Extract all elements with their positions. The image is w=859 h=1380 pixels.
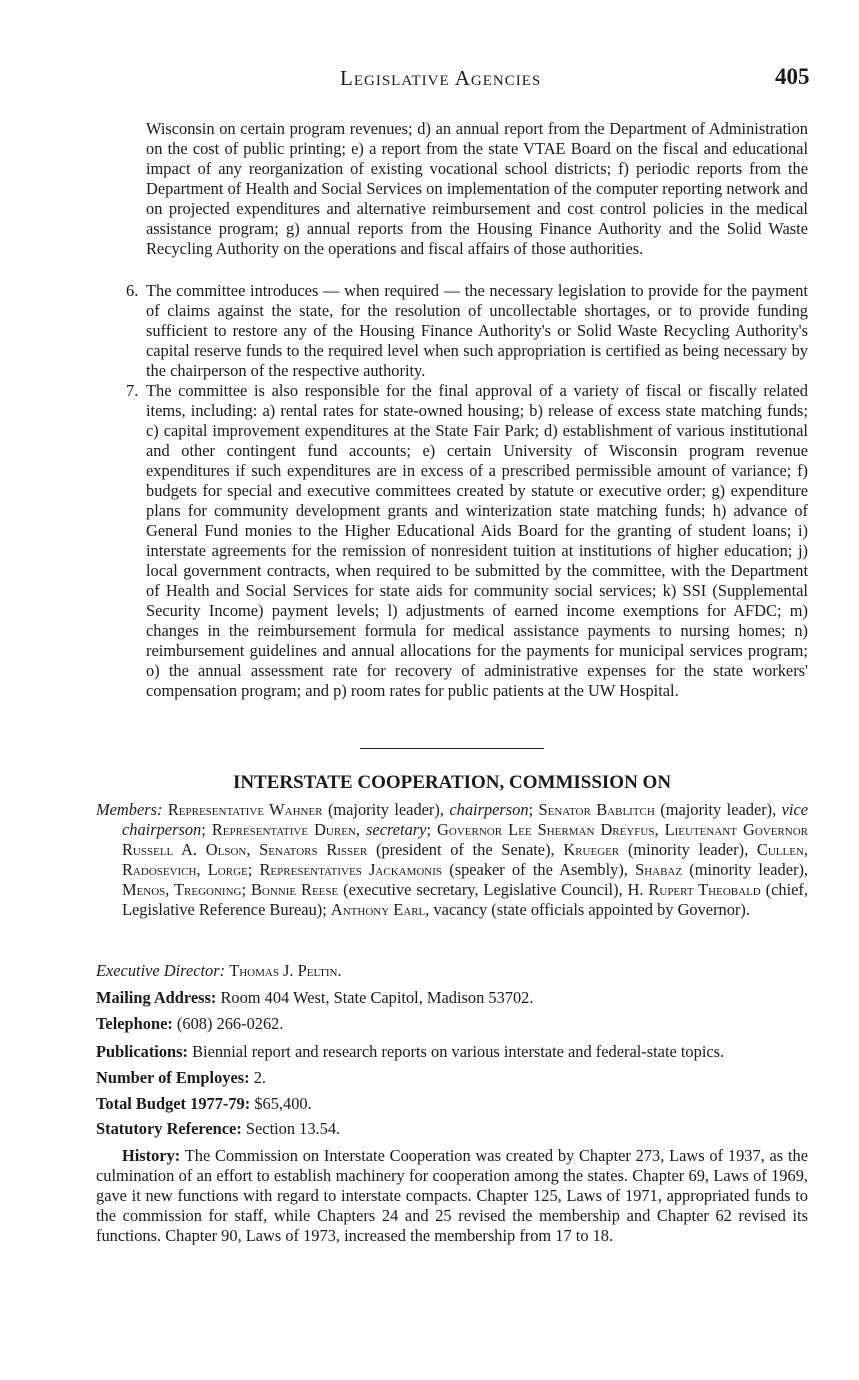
member-name: Representative Duren <box>211 820 356 839</box>
section-divider <box>360 748 544 749</box>
member-text: , vacancy (state officials appointed by Governor). <box>425 900 750 919</box>
member-name: Krueger <box>563 840 620 859</box>
history-text: The Commission on Interstate Cooperation was created by Chapter 273, Laws of 1937, as the culmination of an effort to establish machinery for cooperation among the states. Chapter 69, Laws of 1969, gave it new functions with regard to interstate compacts. Chapter 125, Laws of 1971, appropriated funds to the commission for staff, while Chapters 24 and 25 revised the membership and Chapter 62 revised its functions. Chapter 90, Laws of 1973, increased the membership from 17 to 18. <box>96 1146 808 1245</box>
members-list <box>122 800 808 919</box>
mailing-address-field <box>96 988 808 1008</box>
budget-field <box>96 1094 808 1114</box>
budget-label: Total Budget 1977-79: <box>96 1094 251 1113</box>
member-text: (minority leader), <box>619 840 757 859</box>
member-text: (minority leader), <box>682 860 809 879</box>
telephone-field <box>96 1014 808 1034</box>
history-label: History: <box>122 1146 181 1165</box>
mailing-address-label: Mailing Address: <box>96 988 217 1007</box>
budget-value: $65,400. <box>254 1094 312 1113</box>
member-text: (executive secretary, Legislative Council), <box>338 880 628 899</box>
telephone-label: Telephone: <box>96 1014 173 1033</box>
member-name: Anthony Earl <box>330 900 426 919</box>
members-label: Members: <box>96 800 163 819</box>
member-text: (speaker of the Asembly), <box>442 860 636 879</box>
executive-director-value: Thomas J. Peltin. <box>229 961 342 980</box>
publications-value: Biennial report and research reports on various interstate and federal-state topics. <box>192 1042 725 1061</box>
member-text: , <box>355 820 367 839</box>
member-text: ; <box>426 820 438 839</box>
statutory-reference-value: Section 13.54. <box>245 1119 341 1138</box>
member-text: (majority leader), <box>322 800 450 819</box>
member-role: vice chairperson <box>122 800 809 839</box>
executive-director-label: Executive Director: <box>96 961 226 980</box>
publications-label: Publications: <box>96 1042 188 1061</box>
member-name: Governor Lee Sherman Dreyfus, Lieutenant Governor Russell A. Olson, Senators Risser <box>122 820 808 859</box>
telephone-value: (608) 266-0262. <box>176 1014 284 1033</box>
continued-paragraph: Wisconsin on certain program revenues; d) an annual report from the Department of Administration on the cost of public printing; e) a report from the state VTAE Board on the fiscal and educational impact of any reorganization of existing vocational school districts; f) periodic reports from the Department of Health and Social Services on implementation of the computer reporting network and on projected expenditures and alternative reimbursement and cost control policies in the medical assistance program; g) annual reports from the Housing Finance Authority and the Solid Waste Recycling Authority on the operations and fiscal affairs of those authorities. <box>146 119 808 258</box>
list-item-number: 7. <box>126 381 139 400</box>
list-item-text: The committee introduces — when required — the necessary legislation to provide for the payment of claims against the state, for the resolution of uncollectable shortages, or to provide funding sufficient to restore any of the Housing Finance Authority's or Solid Waste Recycling Authority's capital reserve funds to the required level when such appropriation is certified as being necessary by the chairperson of the respective authority. <box>146 281 808 380</box>
member-text: ; <box>201 820 212 839</box>
employees-field <box>96 1068 808 1088</box>
member-name: Menos, Tregoning; Bonnie Reese <box>122 880 339 899</box>
member-text: (majority leader), <box>654 800 782 819</box>
employees-label: Number of Employes: <box>96 1068 250 1087</box>
statutory-reference-field <box>96 1119 808 1139</box>
list-item-number: 6. <box>126 281 139 300</box>
executive-director-field <box>96 961 808 981</box>
list-item-text: The committee is also responsible for the final approval of a variety of fiscal or fiscally related items, including: a) rental rates for state-owned housing; b) release of excess state matching funds; c) capital improvement expenditures at the State Fair Park; d) establishment of various institutional and other contingent fund accounts; e) certain University of Wisconsin program revenue expenditures if such expenditures are in excess of a prescribed permissible amount of variance; f) budgets for special and executive committees created by statute or executive order; g) expenditure plans for community development grants and winterization state matching funds; h) advance of General Fund monies to the Higher Educational Aids Board for the granting of student loans; i) interstate agreements for the remission of nonresident tuition at institutions of higher education; j) local government contracts, when required to be submitted by the committee, with the Department of Health and Social Services for state aids for community social services; k) SSI (Supplemental Security Income) payment levels; l) adjustments of earned income exemptions for AFDC; m) changes in the reimbursement formula for medical assistance payments to nursing homes; n) reimbursement guidelines and annual allocations for the payments for municipal services program; o) the annual assessment rate for recovery of administrative expenses for the state workers' compensation program; and p) room rates for public patients at the UW Hospital. <box>146 381 808 700</box>
member-role: chairperson <box>449 800 529 819</box>
member-name: Senator Bablitch <box>538 800 655 819</box>
section-title: INTERSTATE COOPERATION, COMMISSION ON <box>232 772 672 793</box>
publications-field <box>96 1042 808 1062</box>
list-item-6 <box>118 281 808 381</box>
member-role: secretary <box>366 820 427 839</box>
member-name: Shabaz <box>635 860 683 879</box>
member-text: (chief, Legislative Reference Bureau); <box>122 880 808 919</box>
member-text: (president of the Senate), <box>367 840 564 859</box>
member-text: ; <box>528 800 539 819</box>
member-name: Cullen, Radosevich, Lorge; Representatives Jackamonis <box>122 840 808 879</box>
employees-value: 2. <box>253 1068 266 1087</box>
mailing-address-value: Room 404 West, State Capitol, Madison 53702. <box>220 988 534 1007</box>
member-name: H. Rupert Theobald <box>627 880 761 899</box>
list-item-7 <box>118 381 808 701</box>
statutory-reference-label: Statutory Reference: <box>96 1119 242 1138</box>
member-name: Representative Wahner <box>167 800 323 819</box>
history-paragraph <box>96 1146 808 1246</box>
members-paragraph <box>96 800 808 920</box>
running-head: Legislative Agencies <box>340 66 542 90</box>
page-number: 405 <box>775 64 810 89</box>
